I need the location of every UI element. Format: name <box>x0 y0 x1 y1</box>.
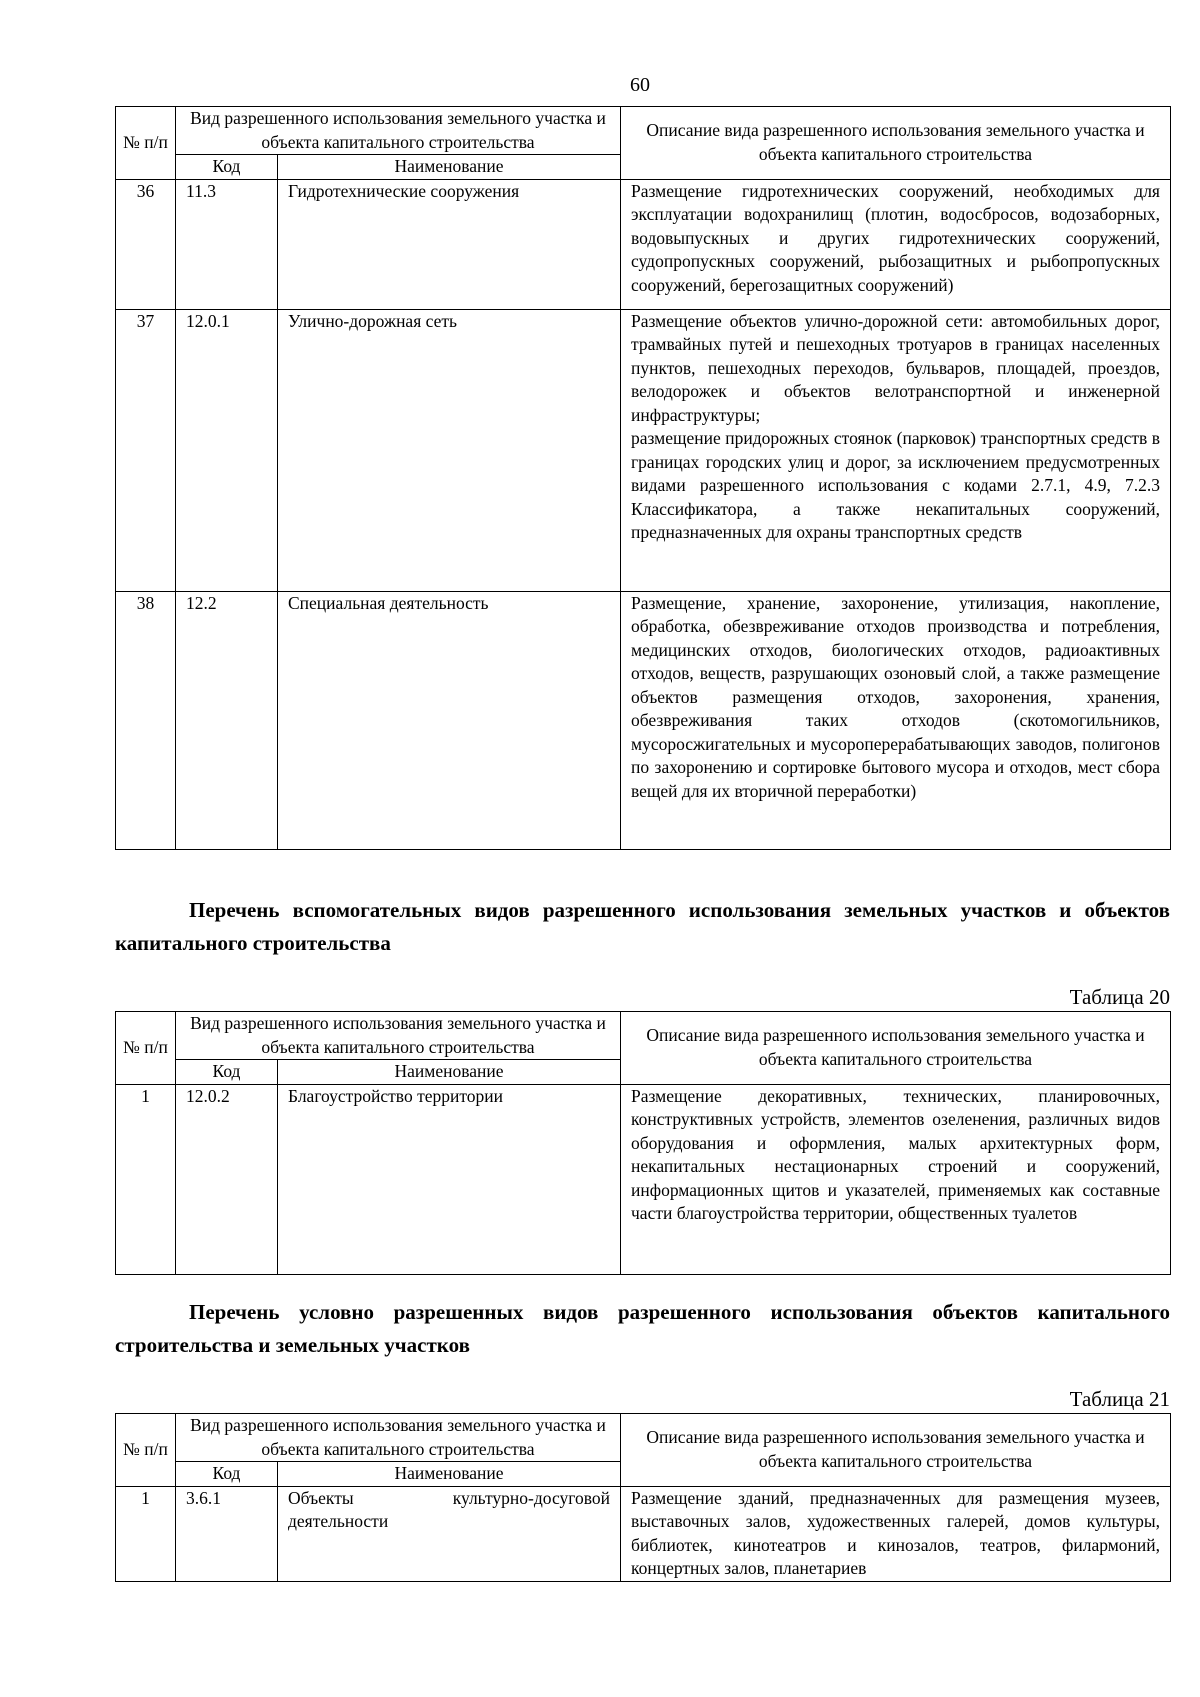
header-name: Наименование <box>278 1060 621 1085</box>
header-num: № п/п <box>116 107 176 180</box>
land-use-table-aux <box>115 1011 1171 1275</box>
table-row <box>116 591 1171 849</box>
header-description: Описание вида разрешенного использования земельного участка и объекта капитального строительства <box>621 1414 1171 1487</box>
row-description: Размещение гидротехнических сооружений, необходимых для эксплуатации водохранилищ (плотин, водосбросов, водозаборных, водовыпускных и других гидротехнических сооружений, судопропускных сооружений, рыбозащитных и рыбопропускных сооружений, берегозащитных сооружений) <box>621 179 1171 309</box>
row-description: Размещение объектов улично-дорожной сети: автомобильных дорог, трамвайных путей и пешеходных тротуаров в границах населенных пунктов, пешеходных переходов, бульваров, площадей, проездов, велодорожек и объектов велотранспортной и инженерной инфраструктуры; размещение придорожных стоянок (парковок) транспортных средств в границах городских улиц и дорог, за исключением предусмотренных видами разрешенного использования с кодами 2.7.1, 4.9, 7.2.3 Классификатора, а также некапитальных сооружений, предназначенных для охраны транспортных средств <box>621 309 1171 591</box>
aux-section-heading: Перечень вспомогательных видов разрешенного использования земельных участков и объектов капитального строительства <box>115 898 1170 955</box>
header-description: Описание вида разрешенного использования земельного участка и объекта капитального строительства <box>621 1012 1171 1085</box>
main-table-block <box>115 106 1170 850</box>
header-name: Наименование <box>278 155 621 180</box>
row-description: Размещение декоративных, технических, планировочных, конструктивных устройств, элементов озеленения, различных видов оборудования и оформления, малых архитектурных форм, некапитальных нестационарных строений и сооружений, информационных щитов и указателей, применяемых как составные части благоустройства территории, общественных туалетов <box>621 1084 1171 1274</box>
row-num: 37 <box>116 309 176 591</box>
land-use-table-cond <box>115 1413 1171 1582</box>
row-code: 3.6.1 <box>176 1486 278 1581</box>
header-kind: Вид разрешенного использования земельного участка и объекта капитального строительства <box>176 1012 621 1060</box>
row-code: 12.0.1 <box>176 309 278 591</box>
row-name: Специальная деятельность <box>278 591 621 849</box>
header-code: Код <box>176 1060 278 1085</box>
row-name: Благоустройство территории <box>278 1084 621 1274</box>
row-num: 1 <box>116 1486 176 1581</box>
header-code: Код <box>176 155 278 180</box>
header-name: Наименование <box>278 1462 621 1487</box>
row-code: 11.3 <box>176 179 278 309</box>
row-num: 36 <box>116 179 176 309</box>
row-code: 12.0.2 <box>176 1084 278 1274</box>
row-code: 12.2 <box>176 591 278 849</box>
table-21-caption: Таблица 21 <box>1069 1387 1170 1411</box>
header-num: № п/п <box>116 1414 176 1487</box>
cond-section-heading: Перечень условно разрешенных видов разрешенного использования объектов капитального строительства и земельных участков <box>115 1300 1170 1357</box>
header-num: № п/п <box>116 1012 176 1085</box>
header-kind: Вид разрешенного использования земельного участка и объекта капитального строительства <box>176 107 621 155</box>
table-row <box>116 1084 1171 1274</box>
row-description: Размещение зданий, предназначенных для размещения музеев, выставочных залов, художественных галерей, домов культуры, библиотек, кинотеатров и кинозалов, театров, филармоний, концертных залов, планетариев <box>621 1486 1171 1581</box>
row-description: Размещение, хранение, захоронение, утилизация, накопление, обработка, обезвреживание отходов производства и потребления, медицинских отходов, биологических отходов, радиоактивных отходов, веществ, разрушающих озоновый слой, а также размещение объектов размещения отходов, захоронения, хранения, обезвреживания таких отходов (скотомогильников, мусоросжигательных и мусороперерабатывающих заводов, полигонов по захоронению и сортировке бытового мусора и отходов, мест сбора вещей для их вторичной переработки) <box>621 591 1171 849</box>
row-name: Гидротехнические сооружения <box>278 179 621 309</box>
page-number: 60 <box>630 74 650 96</box>
land-use-table-main <box>115 106 1171 850</box>
aux-table-block <box>115 1011 1170 1275</box>
table-row <box>116 179 1171 309</box>
table-row <box>116 309 1171 591</box>
header-code: Код <box>176 1462 278 1487</box>
header-kind: Вид разрешенного использования земельного участка и объекта капитального строительства <box>176 1414 621 1462</box>
row-num: 38 <box>116 591 176 849</box>
table-20-caption: Таблица 20 <box>1069 985 1170 1009</box>
row-name: Улично-дорожная сеть <box>278 309 621 591</box>
cond-table-block <box>115 1413 1170 1582</box>
header-description: Описание вида разрешенного использования земельного участка и объекта капитального строительства <box>621 107 1171 180</box>
table-row <box>116 1486 1171 1581</box>
row-name: Объекты культурно-досуговой деятельности <box>278 1486 621 1581</box>
row-num: 1 <box>116 1084 176 1274</box>
